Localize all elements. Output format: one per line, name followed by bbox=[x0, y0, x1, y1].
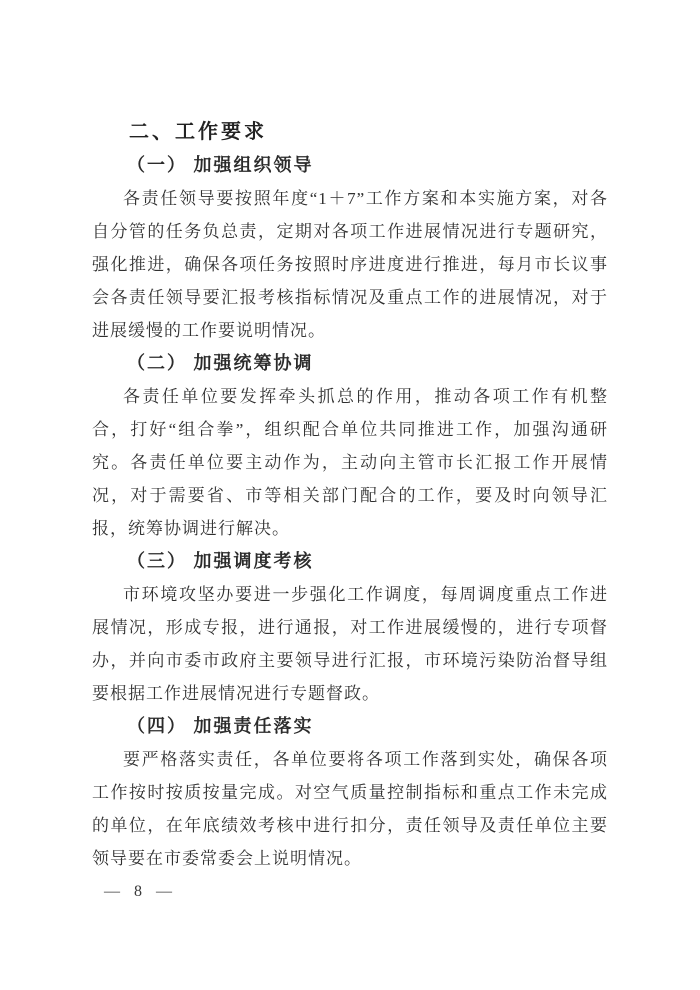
paragraph-2: 各责任单位要发挥牵头抓总的作用，推动各项工作有机整合，打好“组合拳”，组织配合单位共同推进工作，加强沟通研究。各责任单位要主动作为，主动向主管市长汇报工作开展情况，对于需要省、市等相关部门配合的工作，要及时向领导汇报，统筹协调进行解决。 bbox=[92, 387, 608, 538]
subsection-heading-2: （二） 加强统筹协调 bbox=[127, 353, 314, 373]
page-content bbox=[92, 116, 608, 875]
subsection-heading-3: （三） 加强调度考核 bbox=[127, 551, 314, 571]
section-heading: 二、工作要求 bbox=[129, 121, 267, 143]
page-number: — 8 — bbox=[104, 883, 177, 900]
paragraph-3: 市环境攻坚办要进一步强化工作调度，每周调度重点工作进展情况，形成专报，进行通报，对工作进展缓慢的，进行专项督办，并向市委市政府主要领导进行汇报，市环境污染防治督导组要根据工作进展情况进行专题督政。 bbox=[92, 585, 608, 703]
subsection-heading-4: （四） 加强责任落实 bbox=[127, 716, 314, 736]
paragraph-4: 要严格落实责任，各单位要将各项工作落到实处，确保各项工作按时按质按量完成。对空气质量控制指标和重点工作未完成的单位，在年底绩效考核中进行扣分，责任领导及责任单位主要领导要在市委常委会上说明情况。 bbox=[92, 750, 608, 868]
subsection-heading-1: （一） 加强组织领导 bbox=[127, 155, 314, 175]
paragraph-1: 各责任领导要按照年度“1＋7”工作方案和本实施方案，对各自分管的任务负总责，定期对各项工作进展情况进行专题研究，强化推进，确保各项任务按照时序进度进行推进，每月市长议事会各责任领导要汇报考核指标情况及重点工作的进展情况，对于进展缓慢的工作要说明情况。 bbox=[92, 189, 608, 340]
